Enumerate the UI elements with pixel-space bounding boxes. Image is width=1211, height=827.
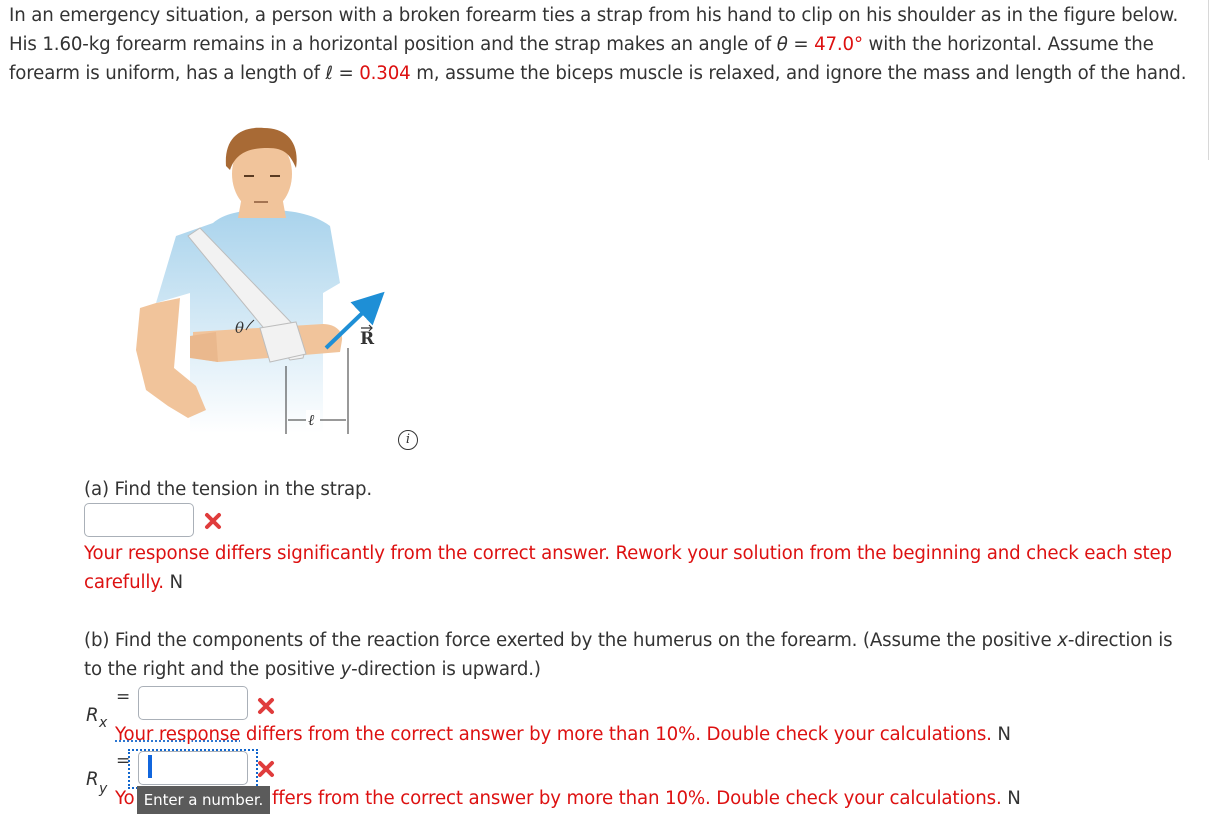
part-a-feedback — [84, 539, 1199, 597]
incorrect-x-icon — [203, 511, 223, 531]
rx-answer-input[interactable] — [138, 686, 248, 720]
x-variable: x — [1057, 630, 1068, 651]
rx-feedback — [115, 720, 1195, 749]
part-b-text: -direction is to the right and the positive — [84, 630, 1173, 680]
part-a-feedback-text: Your response differs significantly from the correct answer. Rework your solution from the beginning and check each step carefully. — [84, 543, 1172, 593]
rx-unit: N — [997, 724, 1011, 745]
right-divider — [1208, 0, 1209, 160]
y-variable: y — [340, 659, 352, 680]
equals-sign: = — [787, 34, 815, 55]
ry-feedback-start: Yo — [115, 788, 135, 809]
ry-symbol: R — [86, 769, 99, 790]
info-icon[interactable]: i — [398, 430, 418, 450]
text-caret — [148, 755, 152, 778]
ry-feedback — [272, 784, 1192, 813]
vector-label: R — [360, 329, 375, 349]
rx-subscript: x — [99, 715, 108, 731]
tension-answer-input[interactable] — [84, 503, 194, 537]
rx-feedback-text: differs from the correct answer by more than 10%. Double check your calculations. — [240, 724, 992, 745]
problem-text-part: In an emergency situation, a person with a broken forearm ties a strap from his hand to clip on his shoulder as in the figure below. His 1.60-kg forearm remains in a horizontal position and the strap makes an angle of — [9, 5, 1179, 55]
ry-equals: = — [116, 751, 131, 771]
theta-label: θ — [235, 319, 245, 337]
theta-symbol: θ — [776, 34, 788, 55]
part-a-question: (a) Find the tension in the strap. — [84, 479, 373, 500]
problem-text-part: with the horizontal. Assume the forearm is uniform, has a length of — [9, 34, 1154, 84]
sling-figure — [118, 118, 438, 458]
part-b-question — [84, 626, 1174, 684]
rx-symbol: R — [86, 705, 99, 726]
incorrect-x-icon — [256, 759, 276, 779]
part-b-text: (b) Find the components of the reaction force exerted by the humerus on the forearm. (Assume the positive — [84, 630, 1058, 651]
ry-subscript: y — [99, 781, 108, 797]
problem-statement — [9, 1, 1199, 88]
ell-symbol: ℓ — [325, 63, 333, 84]
rx-equals: = — [116, 687, 131, 707]
incorrect-x-icon — [256, 696, 276, 716]
ry-feedback-text: ffers from the correct answer by more than 10%. Double check your calculations. — [272, 788, 1002, 809]
length-label: ℓ — [308, 411, 315, 429]
theta-value: 47.0° — [814, 34, 863, 55]
rx-feedback-link[interactable]: Your response — [115, 724, 241, 745]
length-value: 0.304 — [359, 63, 411, 84]
part-a-unit: N — [169, 572, 184, 593]
part-b-text: -direction is upward.) — [351, 659, 541, 680]
ry-unit: N — [1007, 788, 1021, 809]
equals-sign: = — [332, 63, 360, 84]
enter-number-tooltip: Enter a number. — [137, 786, 270, 814]
problem-text-part: m, assume the biceps muscle is relaxed, and ignore the mass and length of the hand. — [410, 63, 1187, 84]
hand — [190, 332, 218, 362]
